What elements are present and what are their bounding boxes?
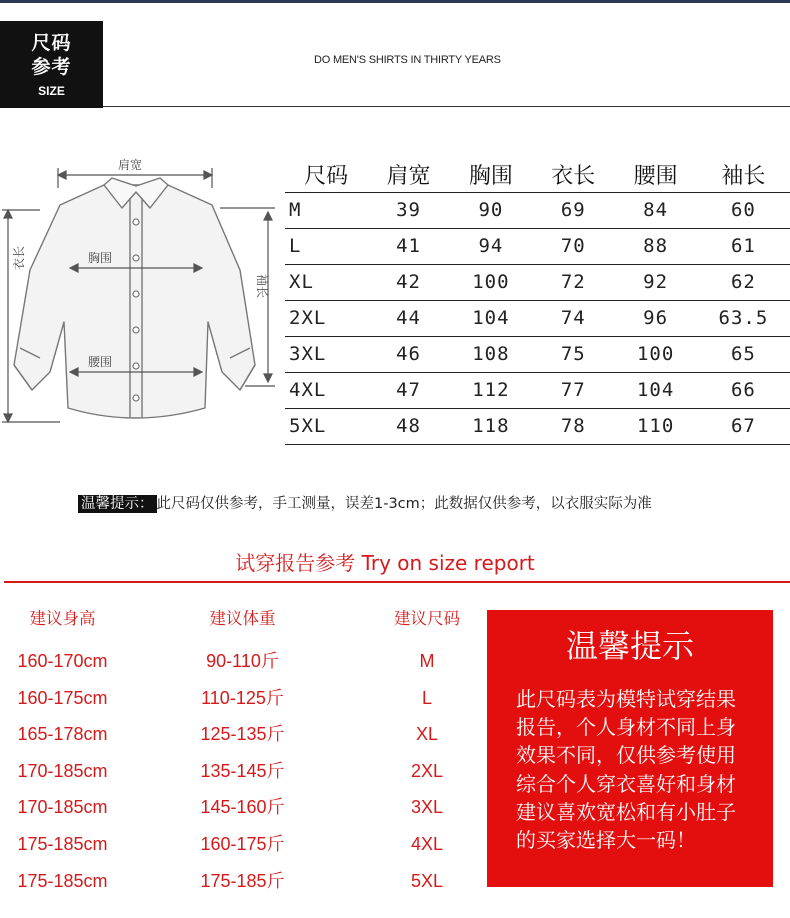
table-cell: 100 (614, 336, 696, 372)
table-cell: M (285, 192, 367, 228)
column-weight (180, 606, 305, 899)
label-length: 衣长 (12, 245, 26, 270)
table-cell: 90 (450, 192, 532, 228)
height-cell: 160-170cm (17, 651, 108, 671)
table-cell: 41 (367, 228, 449, 264)
suggested-size-cell: M (419, 651, 435, 671)
badge-en: SIZE (38, 84, 65, 98)
size-badge (0, 21, 103, 108)
table-cell: 61 (697, 228, 790, 264)
header-size: 尺码 (285, 158, 367, 192)
report-rule (4, 581, 790, 583)
size-table-header (285, 158, 790, 192)
suggested-size-cell: 5XL (410, 870, 444, 891)
weight-cell: 160-175斤 (200, 833, 285, 854)
height-cell: 160-175cm (17, 687, 108, 708)
table-cell: 110 (614, 408, 696, 444)
table-cell: L (285, 228, 367, 264)
weight-cell: 110-125斤 (201, 687, 284, 708)
table-cell: 47 (367, 372, 449, 408)
suggested-size-cell: 4XL (410, 833, 444, 854)
table-cell: 78 (532, 408, 614, 444)
height-cell: 170-185cm (17, 760, 108, 781)
notice-box (487, 610, 773, 887)
notice-line: 报告，个人身材不同上身 (516, 715, 736, 740)
table-row (285, 408, 790, 444)
table-cell: 104 (614, 372, 696, 408)
weight-cell: 125-135斤 (200, 724, 285, 745)
table-cell: 88 (614, 228, 696, 264)
header-height: 建议身高 (29, 609, 96, 628)
table-row (285, 264, 790, 300)
suggested-size-cell: XL (415, 724, 439, 745)
tip-label: 温馨提示： (78, 495, 157, 513)
table-cell: 62 (697, 264, 790, 300)
table-cell: 66 (697, 372, 790, 408)
table-cell: 72 (532, 264, 614, 300)
table-cell: 3XL (285, 336, 367, 372)
notice-line: 此尺码表为模特试穿结果 (516, 687, 736, 711)
height-cell: 175-185cm (17, 833, 108, 854)
table-cell: 5XL (285, 408, 367, 444)
table-cell: 77 (532, 372, 614, 408)
suggested-size-cell: 3XL (410, 797, 444, 818)
table-cell: 84 (614, 192, 696, 228)
label-chest: 胸围 (88, 251, 113, 265)
height-cell: 170-185cm (17, 797, 108, 818)
notice-line: 效果不同，仅供参考使用 (516, 743, 736, 768)
table-row (285, 192, 790, 228)
height-cell: 175-185cm (17, 870, 108, 891)
table-cell: 2XL (285, 300, 367, 336)
table-cell: 74 (532, 300, 614, 336)
report-title: 试穿报告参考 Try on size report (235, 551, 535, 575)
weight-cell: 175-185斤 (200, 870, 285, 891)
table-cell: 42 (367, 264, 449, 300)
badge-line-1: 尺码 (31, 32, 72, 54)
table-row (285, 300, 790, 336)
shirt-diagram (0, 150, 275, 440)
header-length: 衣长 (532, 158, 614, 192)
weight-cell: 145-160斤 (200, 797, 285, 818)
table-cell: 67 (697, 408, 790, 444)
notice-line: 综合个人穿衣喜好和身材 (516, 771, 736, 796)
label-waist: 腰围 (88, 355, 113, 369)
table-cell: 92 (614, 264, 696, 300)
tip-line (78, 492, 652, 513)
weight-cell: 90-110斤 (206, 651, 279, 671)
suggested-size-cell: L (421, 687, 432, 708)
table-cell: 100 (450, 264, 532, 300)
table-cell: 112 (450, 372, 532, 408)
table-cell: 63.5 (697, 300, 790, 336)
header-shoulder: 肩宽 (367, 158, 449, 192)
label-sleeve: 袖长 (255, 274, 269, 299)
table-row (285, 228, 790, 264)
header-waist: 腰围 (614, 158, 696, 192)
table-row (285, 336, 790, 372)
table-cell: 94 (450, 228, 532, 264)
notice-title: 温馨提示 (565, 627, 694, 665)
height-cell: 165-178cm (17, 724, 108, 745)
table-cell: 65 (697, 336, 790, 372)
table-cell: 69 (532, 192, 614, 228)
tip-text: 此尺码仅供参考，手工测量，误差1-3cm；此数据仅供参考，以衣服实际为准 (156, 496, 652, 512)
weight-cell: 135-145斤 (200, 760, 285, 781)
column-suggested-size (372, 606, 482, 899)
size-table (285, 158, 790, 445)
header-weight: 建议体重 (209, 609, 276, 628)
top-rule (0, 0, 790, 3)
notice-body (516, 685, 756, 854)
table-cell: 46 (367, 336, 449, 372)
slogan: DO MEN'S SHIRTS IN THIRTY YEARS (314, 54, 501, 66)
header-rule (103, 106, 790, 107)
label-shoulder: 肩宽 (118, 158, 143, 172)
header-chest: 胸围 (450, 158, 532, 192)
badge-line-2: 参考 (31, 56, 72, 78)
table-cell: 60 (697, 192, 790, 228)
suggested-size-cell: 2XL (410, 760, 444, 781)
table-row (285, 372, 790, 408)
notice-line: 建议喜欢宽松和有小肚子 (516, 799, 736, 824)
table-cell: 108 (450, 336, 532, 372)
header-sleeve: 袖长 (697, 158, 790, 192)
table-cell: 4XL (285, 372, 367, 408)
table-cell: 75 (532, 336, 614, 372)
header-suggested-size: 建议尺码 (394, 609, 460, 628)
table-cell: 48 (367, 408, 449, 444)
table-cell: 118 (450, 408, 532, 444)
table-cell: 96 (614, 300, 696, 336)
notice-line: 的买家选择大一码！ (516, 828, 696, 853)
table-cell: 104 (450, 300, 532, 336)
table-cell: 44 (367, 300, 449, 336)
column-height (0, 606, 125, 899)
table-cell: XL (285, 264, 367, 300)
table-cell: 39 (367, 192, 449, 228)
table-cell: 70 (532, 228, 614, 264)
